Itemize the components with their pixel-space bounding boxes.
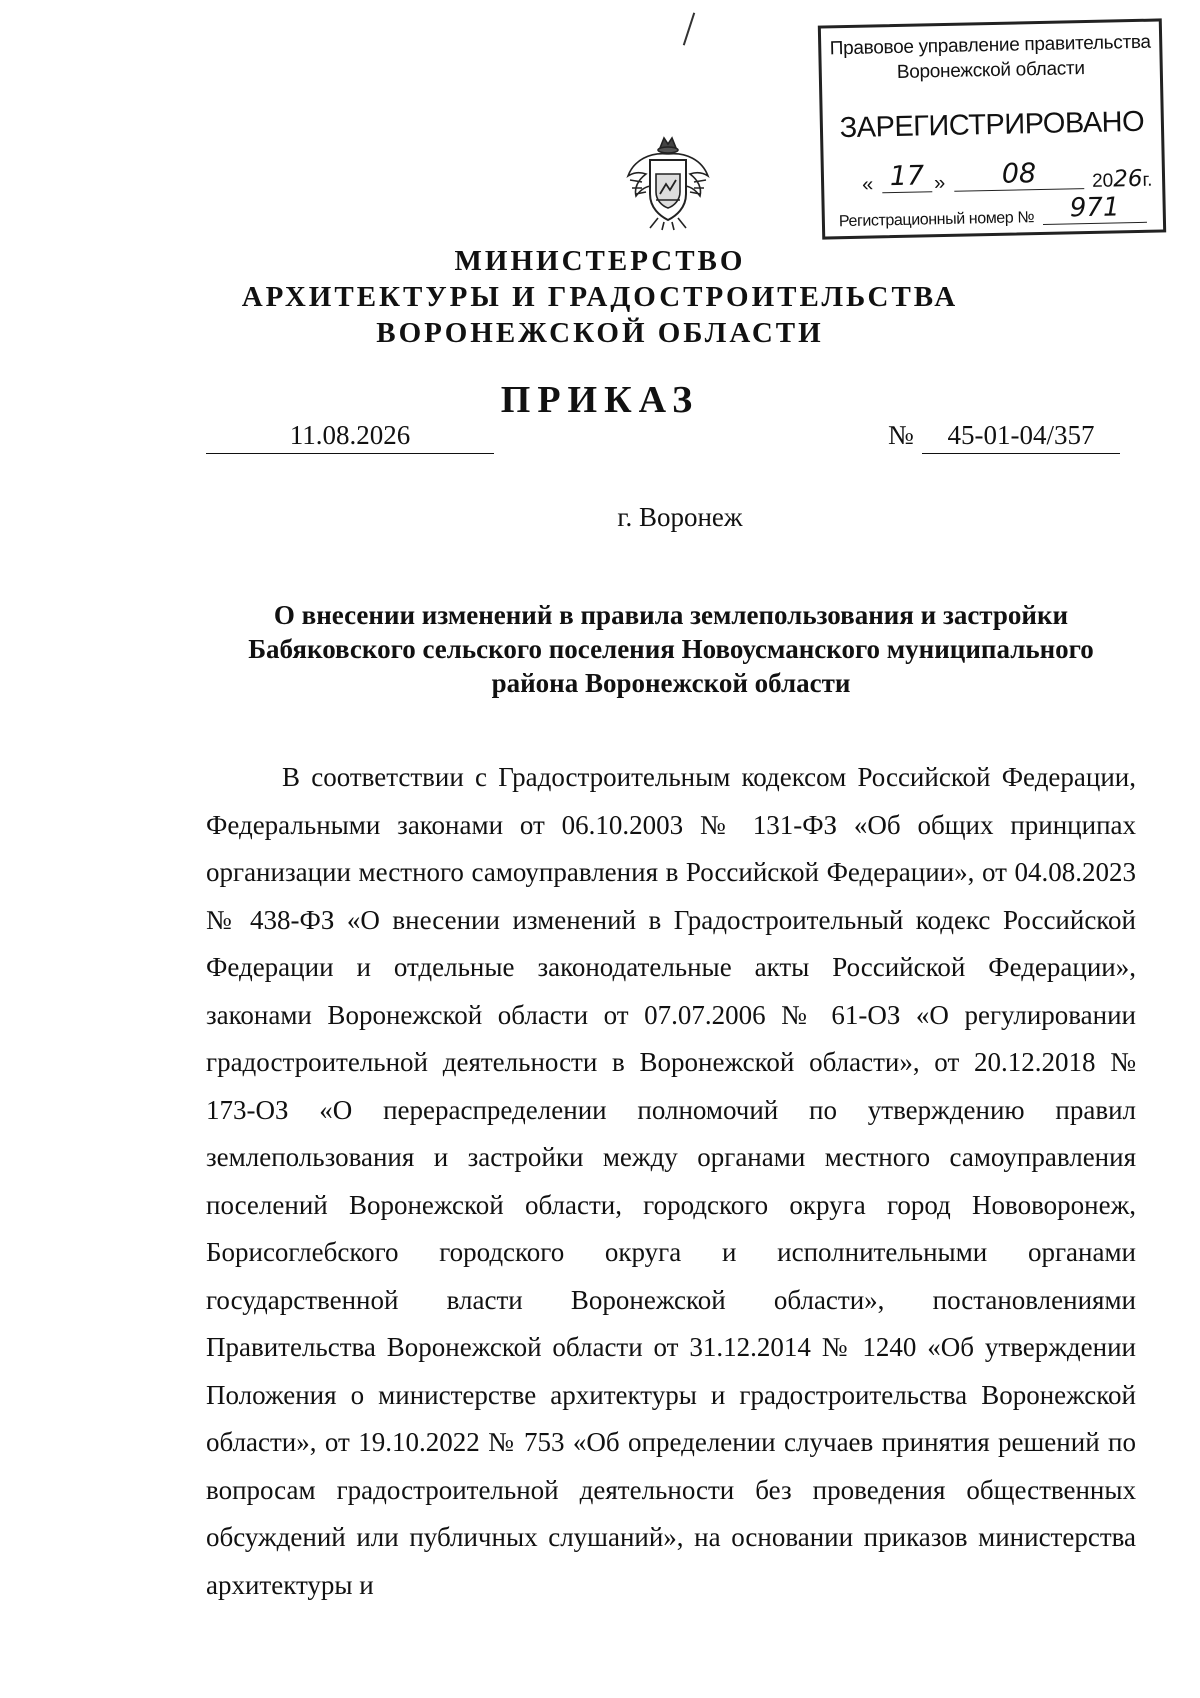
stamp-quote-close: » [933, 171, 946, 195]
ministry-title-line1: МИНИСТЕРСТВО [454, 245, 746, 277]
stamp-year-suffix: 26 [1112, 165, 1143, 193]
stamp-reg-number: 971 [1042, 192, 1147, 225]
registration-stamp [818, 18, 1166, 239]
voronezh-coat-of-arms-icon [620, 130, 716, 232]
stamp-registered-label: ЗАРЕГИСТРИРОВАНО [839, 105, 1145, 145]
stamp-year [1092, 166, 1153, 193]
order-date: 11.08.2026 [206, 420, 494, 454]
stamp-year-prefix: 20 [1091, 170, 1114, 192]
ministry-title-line3: ВОРОНЕЖСКОЙ ОБЛАСТИ [376, 317, 824, 349]
stamp-day: 17 [882, 160, 933, 193]
body-paragraph: В соответствии с Градостроительным кодексом Российской Федерации, Федеральными законами от 06.10.2003 № 131-ФЗ «Об общих принципах организации местного самоуправления в Российской Федерации», от 04.08.2023 № 438-ФЗ «О внесении изменений в Градостроительный кодекс Российской Федерации и отдельные законодательные акты Российской Федерации», законами Воронежской области от 07.07.2006 № 61-ОЗ «О регулировании градостроительной деятельности в Воронежской области», от 20.12.2018 № 173-ОЗ «О перераспределении полномочий по утверждению правил землепользования и застройки между органами местного самоуправления поселений Воронежской области, городского округа город Нововоронеж, Борисоглебского городского округа и исполнительными органами государственной власти Воронежской области», постановлениями Правительства Воронежской области от 31.12.2014 № 1240 «Об утверждении Положения о министерстве архитектуры и градостроительства Воронежской области», от 19.10.2022 № 753 «Об определении случаев принятия решений по вопросам градостроительной деятельности без проведения общественных обсуждений или публичных слушаний», на основании приказов министерства архитектуры и [206, 762, 1136, 1600]
order-number-sign: № [888, 420, 914, 450]
pen-mark [683, 13, 695, 46]
stamp-year-mark: г. [1142, 169, 1153, 191]
stamp-month: 08 [954, 157, 1085, 192]
order-number: 45-01-04/357 [922, 420, 1120, 454]
stamp-org-line1: Правовое управление правительства [829, 31, 1151, 60]
order-title: ПРИКАЗ [500, 379, 700, 421]
order-subject: О внесении изменений в правила землепользования и застройки Бабяковского сельского поселения Новоусманского муниципального района Воронежской области [248, 600, 1094, 698]
stamp-quote-open: « [861, 173, 874, 196]
stamp-reg-number-label: Регистрационный номер № [838, 209, 1035, 231]
ministry-title-line2: АРХИТЕКТУРЫ И ГРАДОСТРОИТЕЛЬСТВА [241, 281, 959, 313]
stamp-org-line2: Воронежской области [896, 58, 1085, 83]
city: г. Воронеж [617, 502, 743, 532]
